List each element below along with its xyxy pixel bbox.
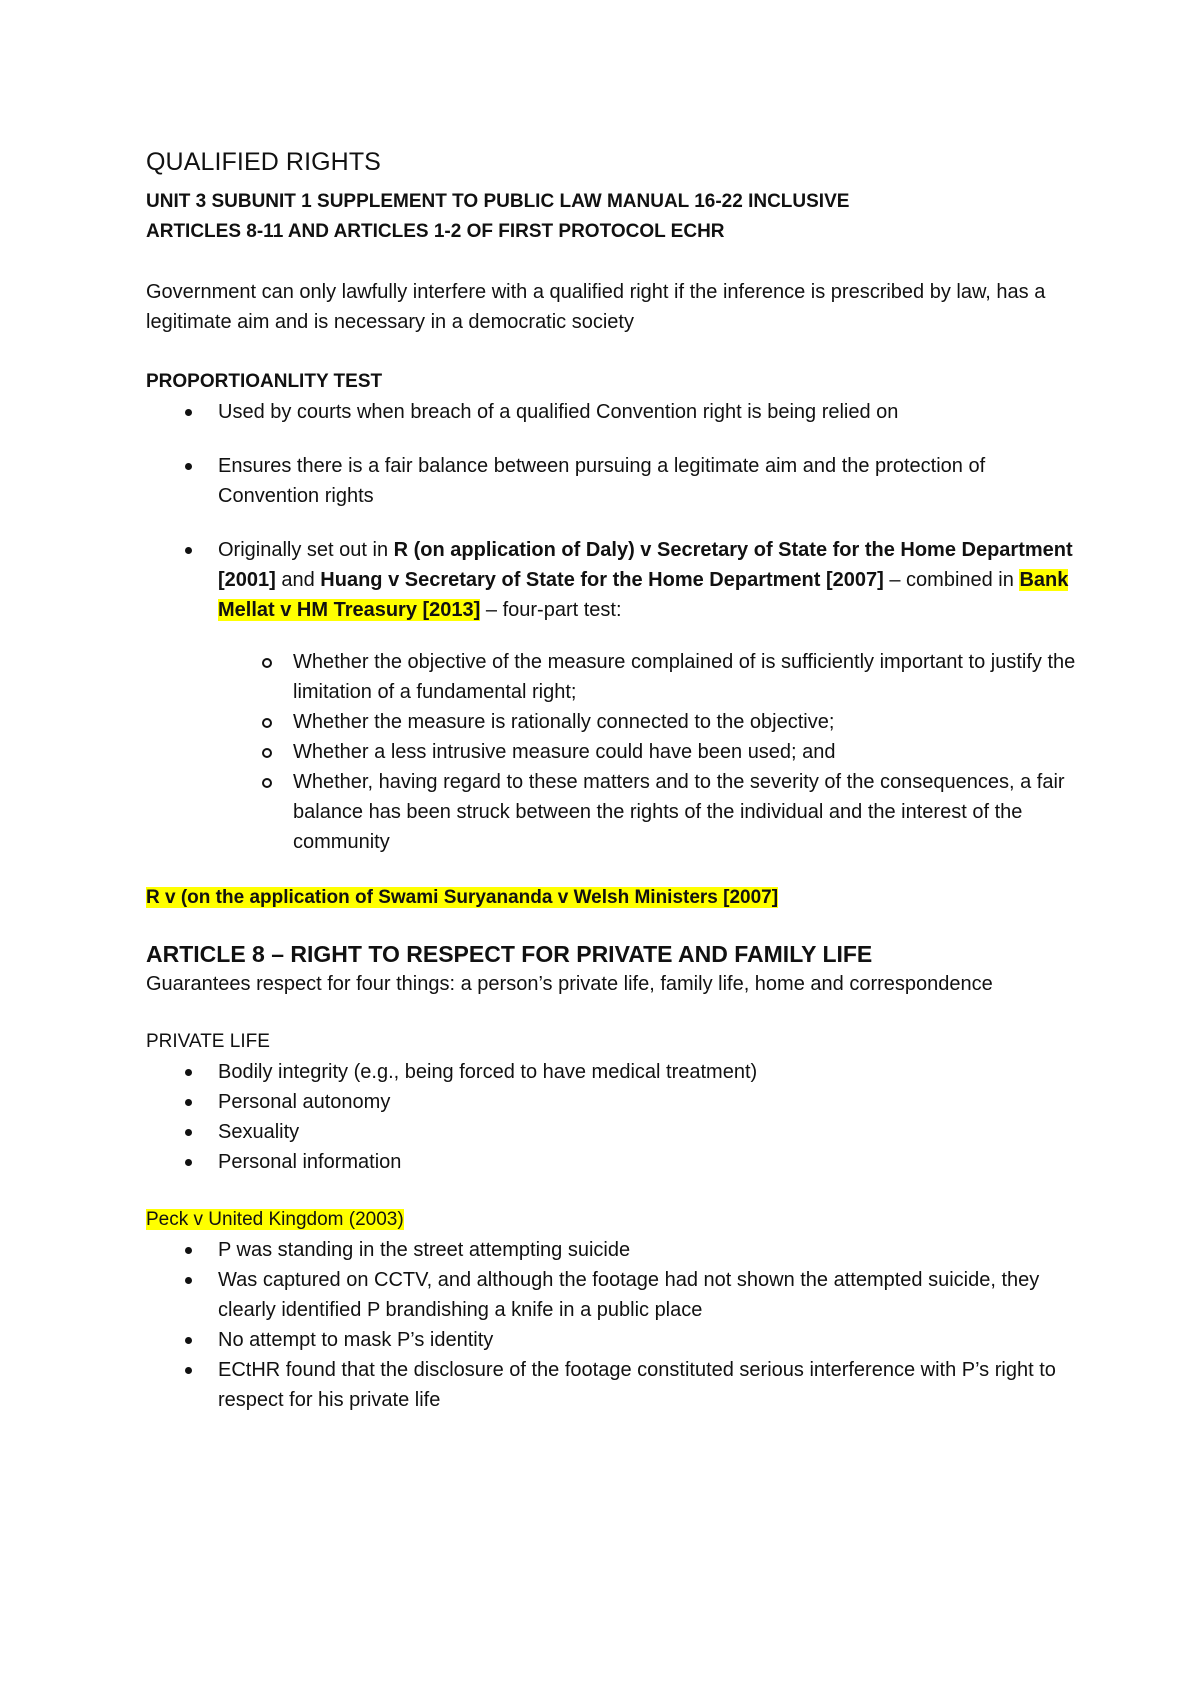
list-item: Whether the objective of the measure complained of is sufficiently important to justify the limitation of a fundamental right; <box>293 647 1083 707</box>
list-item: Personal information <box>218 1147 1078 1177</box>
bullet-icon <box>185 1069 192 1076</box>
list-item-text: Originally set out in R (on application of Daly) v Secretary of State for the Home Department [2001] and Huang v Secretary of State for the Home Department [2007] – combined in Bank Mellat v HM Treasury [2013] – four-part test: <box>218 539 1073 621</box>
circle-bullet-icon <box>262 658 272 668</box>
bullet-icon <box>185 547 192 554</box>
list-item: Personal autonomy <box>218 1087 1078 1117</box>
circle-bullet-icon <box>262 718 272 728</box>
case-daly: R (on application of Daly) v Secretary of State for the Home Department [2001] <box>218 539 1073 591</box>
list-item: Whether a less intrusive measure could have been used; and <box>293 737 1083 767</box>
peck-list <box>146 1235 1080 1415</box>
proportionality-list <box>146 397 1080 625</box>
list-item: ECtHR found that the disclosure of the footage constituted serious interference with P’s right to respect for his private life <box>218 1355 1078 1415</box>
bullet-icon <box>185 1277 192 1284</box>
subtitle-unit: UNIT 3 SUBUNIT 1 SUPPLEMENT TO PUBLIC LAW MANUAL 16-22 INCLUSIVE <box>146 191 850 212</box>
case-suryananda: R v (on the application of Swami Suryananda v Welsh Ministers [2007] <box>146 887 779 908</box>
bullet-icon <box>185 1337 192 1344</box>
bullet-icon <box>185 1247 192 1254</box>
four-part-test-list <box>146 647 1080 857</box>
case-peck-heading: Peck v United Kingdom (2003) <box>146 1209 404 1230</box>
list-item <box>218 535 1078 625</box>
private-life-heading: PRIVATE LIFE <box>146 1031 270 1052</box>
intro-paragraph: Government can only lawfully interfere with a qualified right if the inference is prescribed by law, has a legitimate aim and is necessary in a democratic society <box>146 281 1046 333</box>
list-item-text: Used by courts when breach of a qualified Convention right is being relied on <box>218 401 899 423</box>
list-item: Whether, having regard to these matters and to the severity of the consequences, a fair balance has been struck between the rights of the individual and the interest of the community <box>293 767 1083 857</box>
private-life-list <box>146 1057 1080 1177</box>
list-item <box>218 397 1078 427</box>
list-item <box>218 451 1078 511</box>
list-item: Whether the measure is rationally connected to the objective; <box>293 707 1083 737</box>
bullet-icon <box>185 1159 192 1166</box>
list-item: No attempt to mask P’s identity <box>218 1325 1078 1355</box>
bullet-icon <box>185 409 192 416</box>
case-huang: Huang v Secretary of State for the Home Department [2007] <box>320 569 884 591</box>
document-title: QUALIFIED RIGHTS <box>146 148 381 176</box>
article-8-heading: ARTICLE 8 – RIGHT TO RESPECT FOR PRIVATE AND FAMILY LIFE <box>146 941 873 967</box>
subtitle-articles: ARTICLES 8-11 AND ARTICLES 1-2 OF FIRST PROTOCOL ECHR <box>146 221 725 242</box>
list-item-text: Ensures there is a fair balance between pursuing a legitimate aim and the protection of Convention rights <box>218 455 986 507</box>
bullet-icon <box>185 1129 192 1136</box>
circle-bullet-icon <box>262 778 272 788</box>
list-item: Was captured on CCTV, and although the footage had not shown the attempted suicide, they clearly identified P brandishing a knife in a public place <box>218 1265 1078 1325</box>
bullet-icon <box>185 463 192 470</box>
proportionality-heading: PROPORTIOANLITY TEST <box>146 371 383 392</box>
list-item: Bodily integrity (e.g., being forced to have medical treatment) <box>218 1057 1078 1087</box>
bullet-icon <box>185 1367 192 1374</box>
circle-bullet-icon <box>262 748 272 758</box>
article-8-intro: Guarantees respect for four things: a person’s private life, family life, home and correspondence <box>146 973 993 995</box>
bullet-icon <box>185 1099 192 1106</box>
list-item: P was standing in the street attempting suicide <box>218 1235 1078 1265</box>
list-item: Sexuality <box>218 1117 1078 1147</box>
case-bank-mellat: Bank Mellat v HM Treasury [2013] <box>218 569 1069 621</box>
